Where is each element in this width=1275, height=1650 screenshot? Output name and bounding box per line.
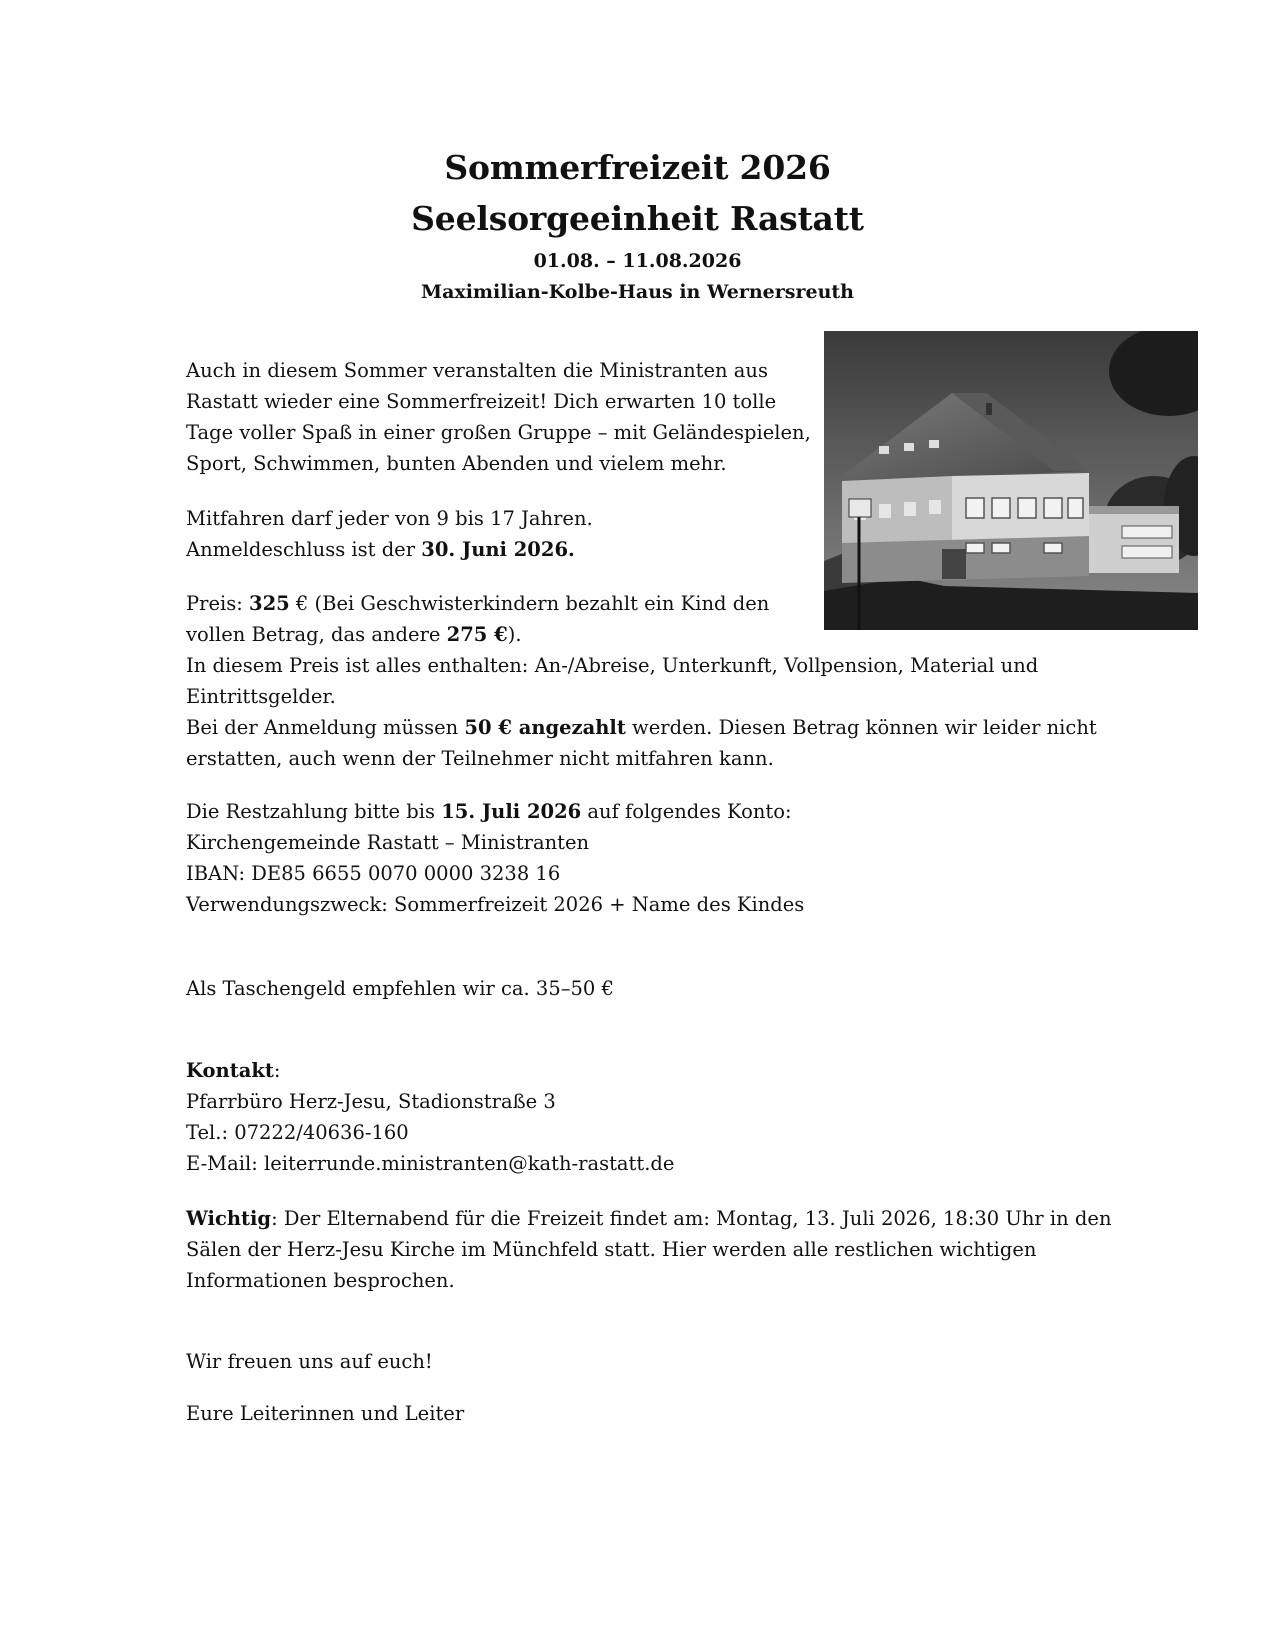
important-line-3: Informationen besprochen.	[186, 1269, 455, 1292]
price-rest: € (Bei Geschwisterkindern bezahlt ein Kind den	[289, 592, 770, 615]
iban: IBAN: DE85 6655 0070 0000 3238 16	[186, 862, 561, 885]
sibling-amount: 275 €	[446, 623, 508, 646]
deposit-line-2: erstatten, auch wenn der Teilnehmer nicht mitfahren kann.	[186, 747, 774, 770]
price-label: Preis:	[186, 592, 249, 615]
important-label: Wichtig	[186, 1207, 272, 1230]
contact-address: Pfarrbüro Herz-Jesu, Stadionstraße 3	[186, 1090, 556, 1113]
deposit-suffix: werden. Diesen Betrag können wir leider nicht	[625, 716, 1097, 739]
deposit-prefix: Bei der Anmeldung müssen	[186, 716, 465, 739]
location: Maximilian-Kolbe-Haus in Wernersreuth	[421, 281, 854, 303]
title-line-1: Sommerfreizeit 2026	[444, 148, 831, 187]
contact-colon: :	[273, 1059, 281, 1082]
price-line-1	[186, 588, 769, 619]
included-line-1: In diesem Preis ist alles enthalten: An-/Abreise, Unterkunft, Vollpension, Material und	[186, 654, 1039, 677]
deposit-amount: 50 € angezahlt	[464, 716, 626, 739]
dates: 01.08. – 11.08.2026	[533, 250, 742, 272]
house-photo	[824, 331, 1198, 630]
payment-line	[186, 796, 792, 827]
price-line-2	[186, 619, 522, 650]
account-name: Kirchengemeinde Rastatt – Ministranten	[186, 831, 590, 854]
important-line-1	[186, 1203, 1112, 1234]
deadline-prefix: Anmeldeschluss ist der	[186, 538, 422, 561]
intro-line-2: Rastatt wieder eine Sommerfreizeit! Dich erwarten 10 tolle	[186, 390, 777, 413]
payment-prefix: Die Restzahlung bitte bis	[186, 800, 442, 823]
payment-date: 15. Juli 2026	[441, 800, 582, 823]
price-amount: 325	[249, 592, 290, 615]
greeting: Wir freuen uns auf euch!	[186, 1350, 433, 1373]
included-line-2: Eintrittsgelder.	[186, 685, 336, 708]
intro-line-3: Tage voller Spaß in einer großen Gruppe – mit Geländespielen,	[186, 421, 811, 444]
deposit-line-1	[186, 712, 1097, 743]
contact-email: E-Mail: leiterrunde.ministranten@kath-rastatt.de	[186, 1152, 675, 1175]
important-text-1: : Der Elternabend für die Freizeit findet am: Montag, 13. Juli 2026, 18:30 Uhr in den	[271, 1207, 1112, 1230]
intro-line-4: Sport, Schwimmen, bunten Abenden und vielem mehr.	[186, 452, 727, 475]
payment-suffix: auf folgendes Konto:	[581, 800, 792, 823]
pocket-money: Als Taschengeld empfehlen wir ca. 35–50 €	[186, 977, 614, 1000]
important-line-2: Sälen der Herz-Jesu Kirche im Münchfeld statt. Hier werden alle restlichen wichtigen	[186, 1238, 1037, 1261]
title-line-2: Seelsorgeeinheit Rastatt	[411, 199, 864, 238]
signature: Eure Leiterinnen und Leiter	[186, 1402, 465, 1425]
price-line2-prefix: vollen Betrag, das andere	[186, 623, 447, 646]
contact-heading	[186, 1055, 280, 1086]
payment-reference: Verwendungszweck: Sommerfreizeit 2026 + Name des Kindes	[186, 893, 805, 916]
age-line: Mitfahren darf jeder von 9 bis 17 Jahren.	[186, 507, 593, 530]
price-line2-suffix: ).	[507, 623, 522, 646]
contact-label: Kontakt	[186, 1059, 274, 1082]
contact-phone: Tel.: 07222/40636-160	[186, 1121, 409, 1144]
intro-line-1: Auch in diesem Sommer veranstalten die Ministranten aus	[186, 359, 768, 382]
deadline-line	[186, 534, 575, 565]
deadline-date: 30. Juni 2026.	[421, 538, 575, 561]
